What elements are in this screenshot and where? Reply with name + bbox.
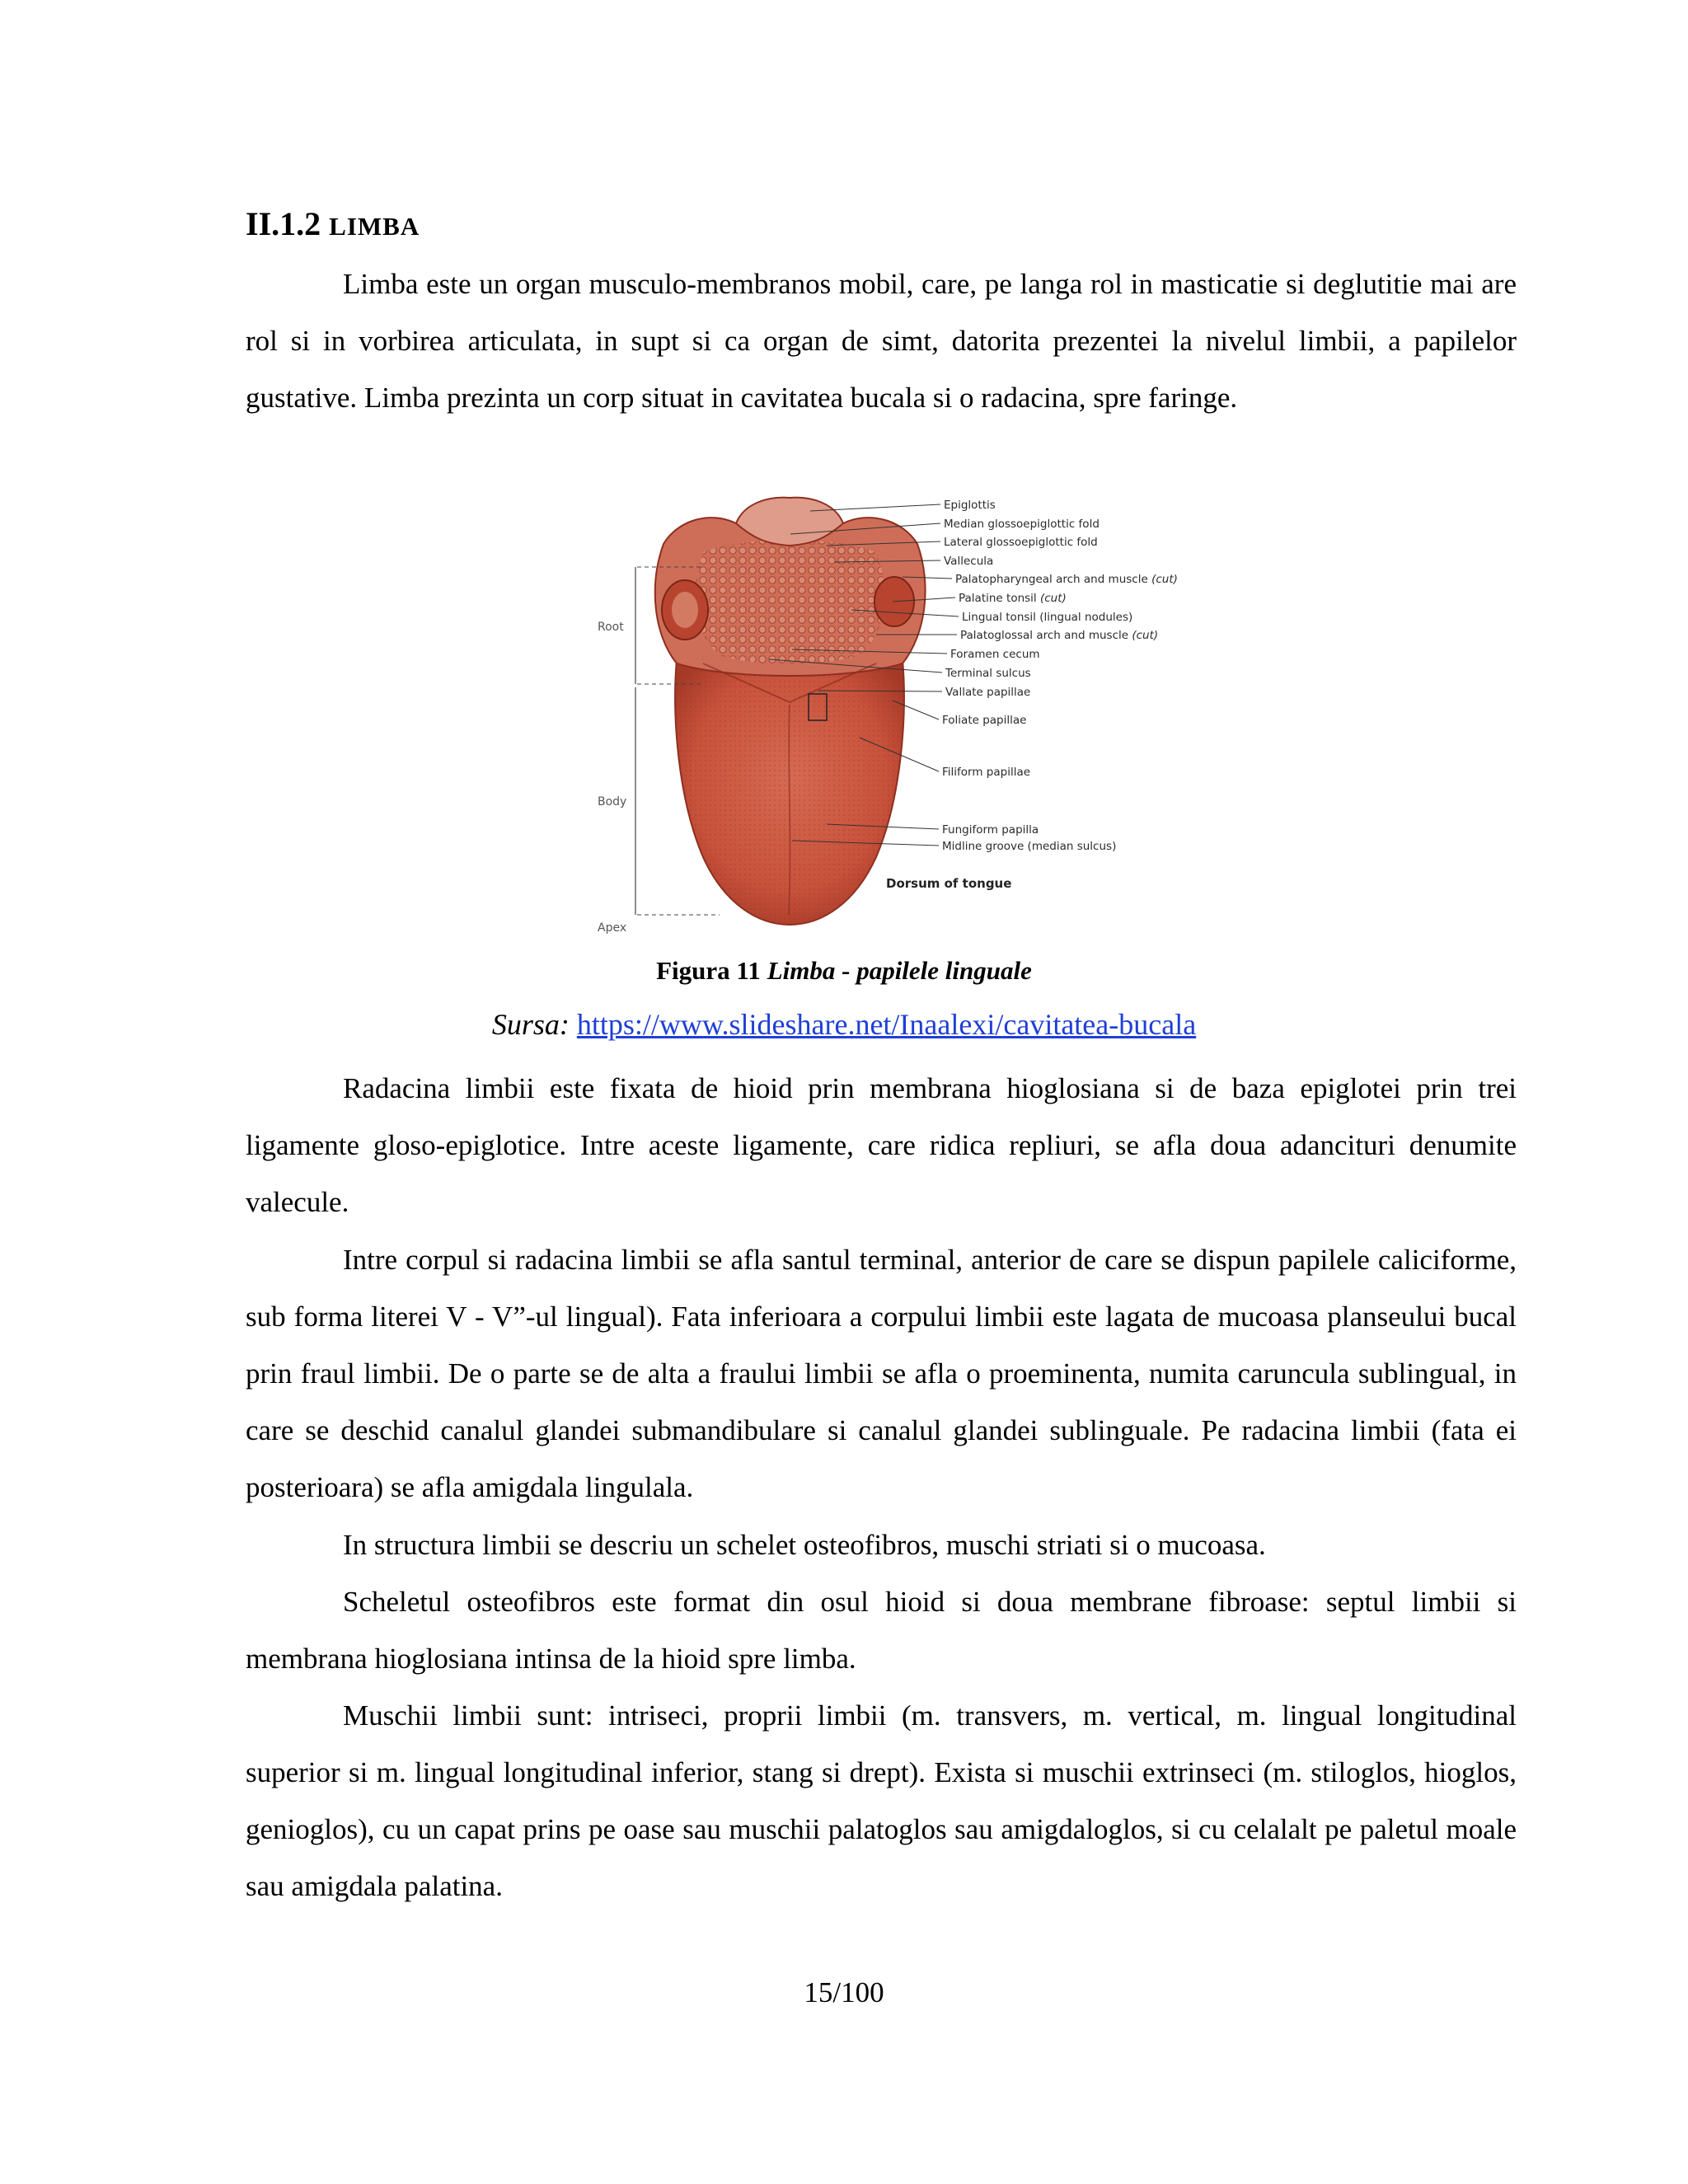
section-number: II.1.2 (246, 205, 321, 242)
label-lingual-tonsil: Lingual tonsil (lingual nodules) (962, 611, 1133, 624)
label-palatine-tonsil: Palatine tonsil (cut) (959, 592, 1067, 605)
label-epiglottis: Epiglottis (944, 499, 996, 512)
root-label: Root (598, 621, 624, 634)
label-vallecula: Vallecula (944, 555, 994, 568)
figure-caption (0, 956, 1688, 986)
source-label: Sursa: (491, 1008, 570, 1041)
figure-inner-title: Dorsum of tongue (886, 876, 1012, 891)
paragraph-skeleton: Scheletul osteofibros este format din osul hioid si doua membrane fibroase: septul limbii si membrana hioglosiana intinsa de la hioid spre limba. (246, 1586, 1517, 1675)
section-heading (246, 204, 420, 243)
source-link[interactable]: https://www.slideshare.net/Inaalexi/cavitatea-bucala (576, 1008, 1197, 1041)
paragraph-sulcus: Intre corpul si radacina limbii se afla santul terminal, anterior de care se dispun papilele caliciforme, sub forma literei V - V”-ul lingual). Fata inferioara a corpului limbii este lagata de mucoasa planseului bucal prin fraul limbii. De o parte se de alta a fraului limbii se afla o proeminenta, numita caruncula sublingual, in care se deschid canalul glandei submandibulare si canalul glandei sublinguale. Pe radacina limbii (fata ei posterioara) se afla amigdala lingulala. (246, 1244, 1517, 1503)
page-number: 15/100 (804, 1976, 884, 2008)
section-title: LIMBA (329, 212, 420, 241)
apex-label: Apex (598, 921, 627, 935)
label-terminal-sulcus: Terminal sulcus (945, 667, 1031, 680)
label-filiform-papillae: Filiform papillae (942, 766, 1031, 779)
label-palatopharyngeal: Palatopharyngeal arch and muscle (cut) (955, 573, 1178, 586)
caption-label: Figura 11 (656, 956, 761, 985)
label-foliate-papillae: Foliate papillae (942, 714, 1027, 727)
figure-source (0, 1007, 1688, 1042)
label-lateral-fold: Lateral glossoepiglottic fold (944, 536, 1098, 549)
tongue-figure (579, 486, 1191, 940)
label-midline-groove: Midline groove (median sulcus) (942, 840, 1117, 853)
paragraph-intro: Limba este un organ musculo-membranos mobil, care, pe langa rol in masticatie si deglutitie mai are rol si in vorbirea articulata, in supt si ca organ de simt, datorita prezentei la nivelul limbii, a papilelor gustative. Limba prezinta un corp situat in cavitatea bucala si o radacina, spre faringe. (246, 268, 1517, 414)
paragraph-muscles: Muschii limbii sunt: intriseci, proprii limbii (m. transvers, m. vertical, m. lingual longitudinal superior si m. lingual longitudinal inferior, stang si drept). Exista si muschii extrinseci (m. stiloglos, hioglos, genioglos), cu un capat prins pe oase sau muschii palatoglos sau amigdaloglos, si cu celalalt pe paletul moale sau amigdala palatina. (246, 1699, 1517, 1902)
label-vallate-papillae: Vallate papillae (945, 686, 1031, 699)
body-label: Body (598, 795, 627, 808)
caption-title: Limba - papilele linguale (767, 956, 1032, 985)
paragraph-root: Radacina limbii este fixata de hioid prin membrana hioglosiana si de baza epiglotei prin trei ligamente gloso-epiglotice. Intre aceste ligamente, care ridica repliuri, se afla doua adancituri denumite valecule. (246, 1072, 1517, 1218)
label-palatoglossal: Palatoglossal arch and muscle (cut) (960, 629, 1159, 642)
paragraph-structure: In structura limbii se descriu un schelet osteofibros, muschi striati si o mucoasa. (343, 1529, 1266, 1561)
label-foramen-cecum: Foramen cecum (950, 648, 1040, 661)
label-median-fold: Median glossoepiglottic fold (944, 518, 1100, 531)
tongue-illustration (579, 486, 1191, 940)
label-fungiform-papilla: Fungiform papilla (942, 823, 1039, 837)
